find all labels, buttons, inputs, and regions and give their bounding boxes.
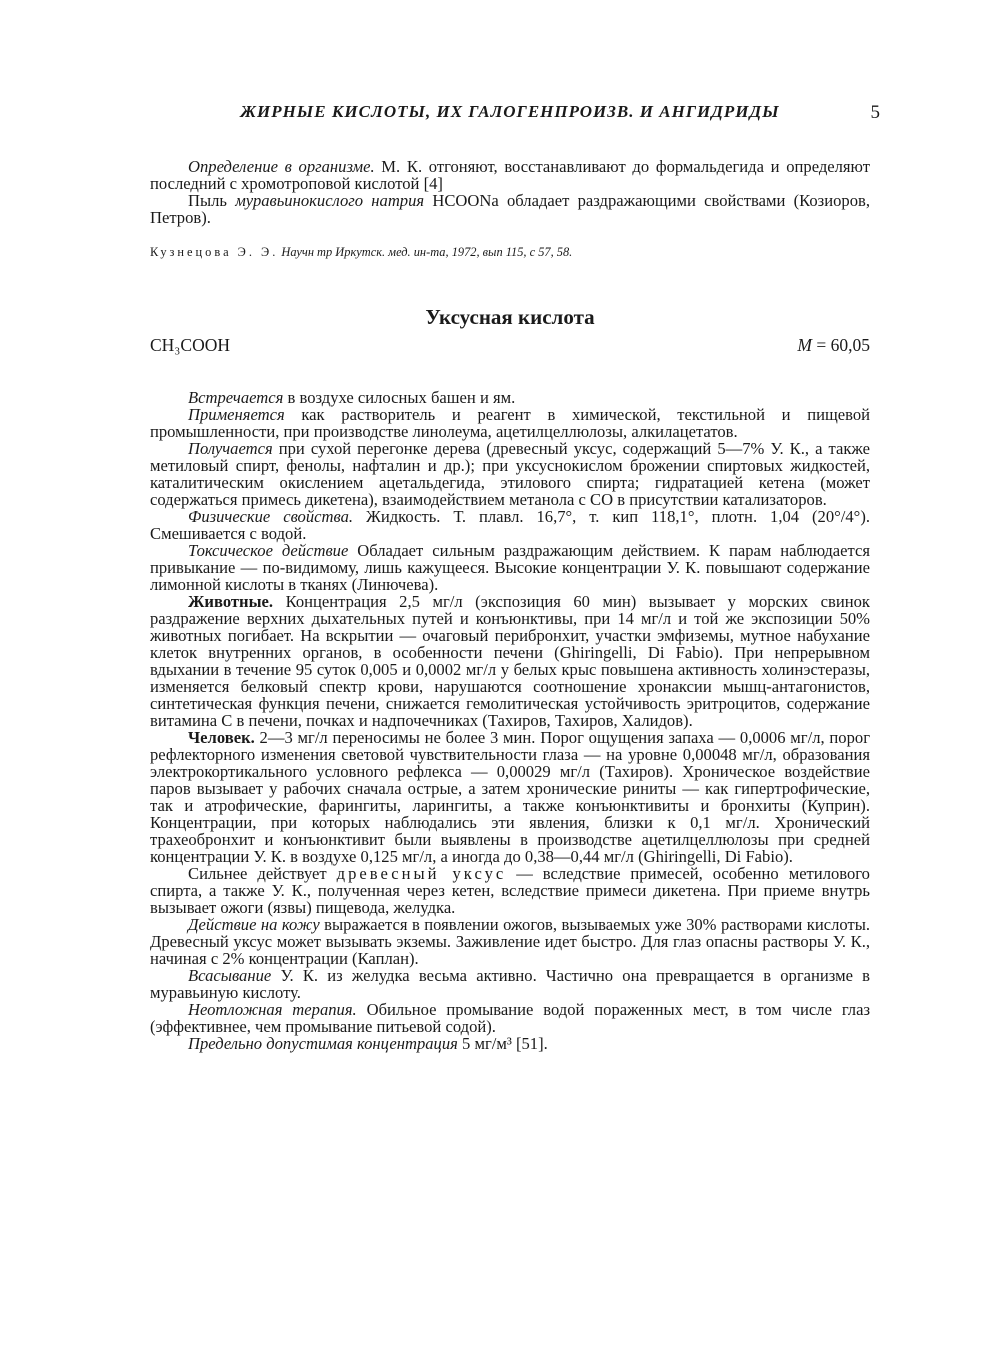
molecular-weight-value: = 60,05 xyxy=(812,335,870,355)
page-content xyxy=(150,158,870,1052)
paragraph-physical-properties xyxy=(150,508,870,542)
paragraph-occurrence xyxy=(150,389,870,406)
bibliographic-reference xyxy=(150,244,870,261)
paragraph-text: как растворитель и реагент в химической, текстильной и пищевой промышленности, при производстве линолеума, ацетилцеллюлозы, алкилацетатов. xyxy=(150,405,870,441)
paragraph-text: HCOONa обладает раздражающими свойствами (Козиоров, Петров). xyxy=(150,191,870,227)
molecular-weight xyxy=(797,337,870,354)
article-header xyxy=(150,305,870,389)
paragraph-lead: Сильнее действует xyxy=(188,864,337,883)
paragraph-text: при сухой перегонке дерева (древесный уксус, содержащий 5—7% У. К., а также метиловый спирт, фенолы, нафталин и др.); при уксуснокислом брожении спиртовых жидкостей, каталитическим окислением ацетальдегида, этилового спирта; гидратацией кетена (может содержаться примесь дикетена), взаимодействием метанола с СО в присутствии катализаторов. xyxy=(150,439,870,509)
paragraph-toxic-action xyxy=(150,542,870,593)
section-label: Предельно допустимая концентрация xyxy=(188,1034,458,1053)
reference-source: Научн тр Иркутск. мед. ин-та, 1972, вып 115, с 57, 58. xyxy=(278,245,573,259)
section-label: Получается xyxy=(188,439,273,458)
chemical-formula: CH₃COOH xyxy=(150,335,230,355)
paragraph-emergency-therapy xyxy=(150,1001,870,1035)
section-label: Неотложная терапия. xyxy=(188,1000,357,1019)
reference-author: Кузнецова Э. Э. xyxy=(150,245,279,259)
paragraph-skin-action xyxy=(150,916,870,967)
molecular-weight-label: M xyxy=(797,335,812,355)
paragraph-text: в воздухе силосных башен и ям. xyxy=(283,388,516,407)
section-label: Токсическое действие xyxy=(188,541,349,560)
paragraph-text: 2—3 мг/л переносимы не более 3 мин. Порог ощущения запаха — 0,0006 мг/л, порог рефлекторного изменения световой чувствительности глаза — на уровне 0,00048 мг/л, образования электрокортикального условного рефлекса — 0,00029 мг/л (Тахиров). Хроническое воздействие паров вызывает у рабочих сначала острые, а затем хронические риниты — как гипертрофические, так и атрофические, фарингиты, ларингиты, а также конъюнктивиты и бронхиты (Куприн). Концентрации, при которых наблюдались эти явления, близки к 0,1 мг/л. Хронический трахеобронхит и конъюнктивит были выявлены в производстве ацетилцеллюлозы при средней концентрации У. К. в воздухе 0,125 мг/л, а иногда до 0,38—0,44 мг/л (Ghiringelli, Di Fabio). xyxy=(150,728,870,866)
paragraph-detection-in-organism xyxy=(150,158,870,192)
paragraph-lead: Пыль xyxy=(188,191,236,210)
paragraph-application xyxy=(150,406,870,440)
article-title: Уксусная кислота xyxy=(425,305,595,329)
paragraph-human xyxy=(150,729,870,865)
paragraph-production xyxy=(150,440,870,508)
paragraph-text: 5 мг/м³ [51]. xyxy=(457,1034,548,1053)
section-label: муравьинокислого натрия xyxy=(235,191,425,210)
paragraph-text: Обильное промывание водой пораженных мест, в том числе глаз (эффективнее, чем промывание питьевой содой). xyxy=(150,1000,870,1036)
paragraph-animals xyxy=(150,593,870,729)
section-label: Животные. xyxy=(188,592,274,611)
paragraph-text: М. К. отгоняют, восстанавливают до формальдегида и определяют последний с хромотроповой кислотой [4] xyxy=(150,157,870,193)
section-label: Действие на кожу xyxy=(188,915,320,934)
section-label: Человек. xyxy=(188,728,255,747)
paragraph-text: Концентрация 2,5 мг/л (экспозиция 60 мин) вызывает у морских свинок раздражение верхних дыхательных путей и конъюнктивы, при 14 мг/л и той же экспозиции 50% животных погибает. На вскрытии — очаговый перибронхит, участки эмфиземы, мутное набухание клеток внутренних органов, в особенности печени (Ghiringelli, Di Fabio). При непрерывном вдыхании в течение 95 суток 0,005 и 0,0002 мг/л у белых крыс повышена активность холинэстеразы, изменяется белковый спектр крови, нарушаются соотношение хронаксии мышц-антагонистов, синтетическая функция печени, снижается гемолитическая устойчивость эритроцитов, содержание витамина С в печени, почках и надпочечниках (Тахиров, Тахиров, Халидов). xyxy=(150,592,870,730)
paragraph-sodium-formate-dust xyxy=(150,192,870,226)
section-label: древесный уксус xyxy=(336,864,507,883)
paragraph-text: Обладает сильным раздражающим действием. К парам наблюдается привыкание — по-видимому, лишь кажущееся. Высокие концентрации У. К. повышают содержание лимонной кислоты в тканях (Линючева). xyxy=(150,541,870,594)
section-label: Встречается xyxy=(188,388,284,407)
paragraph-text: У. К. из желудка весьма активно. Частично она превращается в организме в муравьиную кислоту. xyxy=(150,966,870,1002)
section-label: Физические свойства. xyxy=(188,507,354,526)
paragraph-absorption xyxy=(150,967,870,1001)
paragraph-text: — вследствие примесей, особенно метилового спирта, а также У. К., полученная через кетен, вследствие примеси дикетена. При приеме внутрь вызывает ожоги (язвы) пищевода, желудка. xyxy=(150,864,870,917)
paragraph-text: выражается в появлении ожогов, вызываемых уже 30% растворами кислоты. Древесный уксус может вызывать экземы. Заживление идет быстро. Для глаз опасны растворы У. К., начиная с 2% концентрации (Каплан). xyxy=(150,915,870,968)
page-number: 5 xyxy=(870,102,880,123)
section-label: Определение в организме. xyxy=(188,157,375,176)
paragraph-max-allowed-concentration xyxy=(150,1035,870,1052)
paragraph-wood-vinegar xyxy=(150,865,870,916)
section-label: Применяется xyxy=(188,405,285,424)
section-label: Всасывание xyxy=(188,966,272,985)
running-title: ЖИРНЫЕ КИСЛОТЫ, ИХ ГАЛОГЕНПРОИЗВ. И АНГИДРИДЫ xyxy=(240,102,780,121)
paragraph-text: Жидкость. Т. плавл. 16,7°, т. кип 118,1°, плотн. 1,04 (20°/4°). Смешивается с водой. xyxy=(150,507,870,543)
